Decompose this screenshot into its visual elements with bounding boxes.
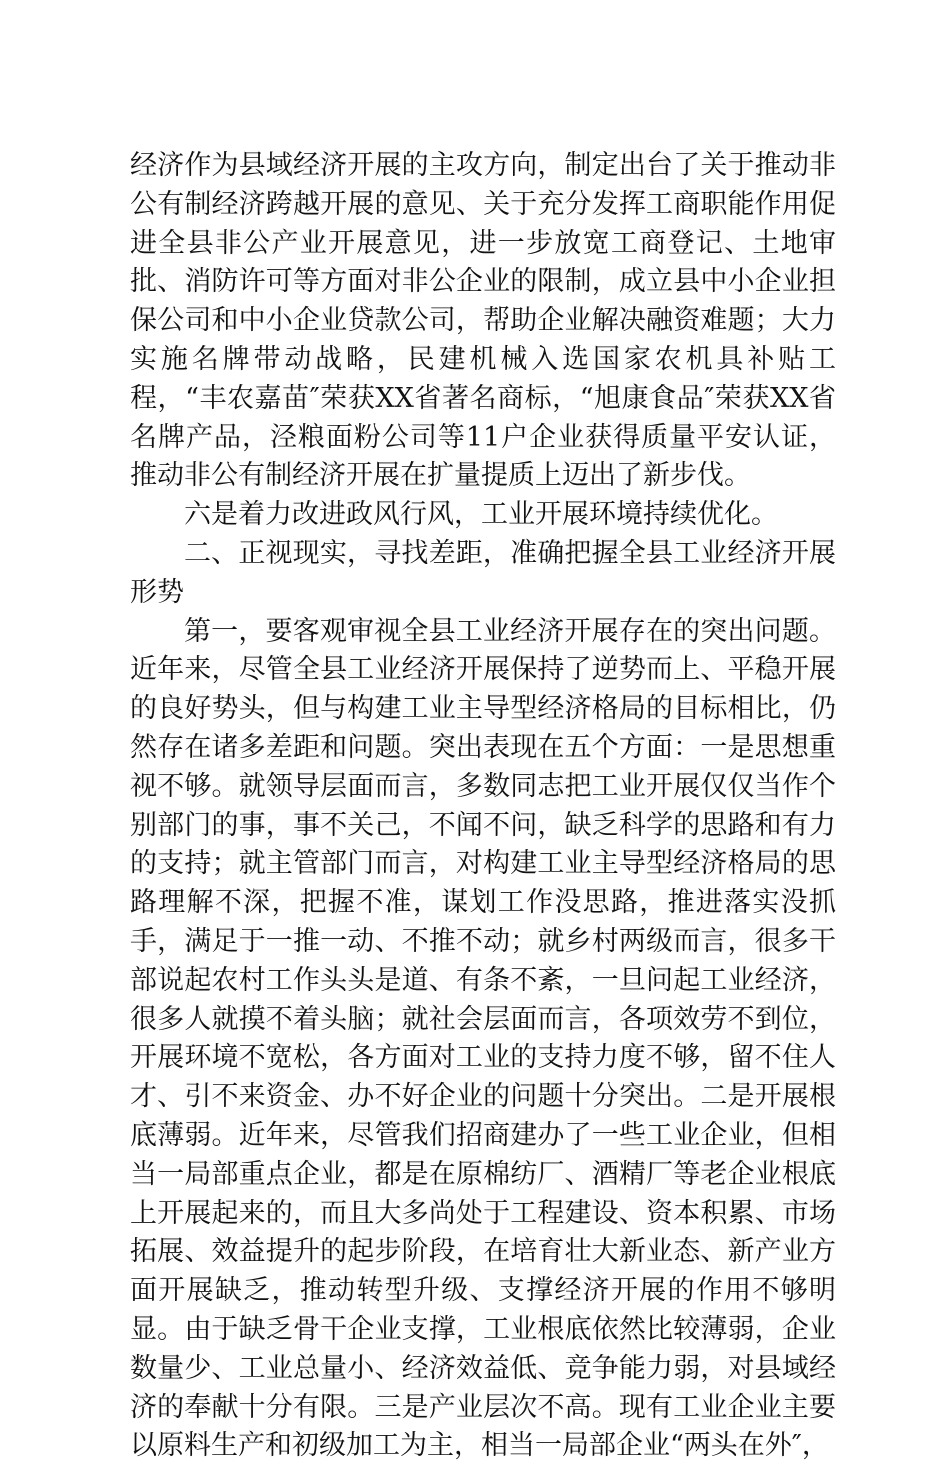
paragraph-nonpublic-economy: 经济作为县域经济开展的主攻方向，制定出台了关于推动非公有制经济跨越开展的意见、关于充分发挥工商职能作用促进全县非公产业开展意见，进一步放宽工商登记、土地审批、消防许可等方面对非公企业的限制，成立县中小企业担保公司和中小企业贷款公司，帮助企业解决融资难题；大力实施名牌带动战略，民建机械入选国家农机具补贴工程，“丰农嘉苗″荣获XX省著名商标，“旭康食品″荣获XX省名牌产品，泾粮面粉公司等11户企业获得质量平安认证，推动非公有制经济开展在扩量提质上迈出了新步伐。 — [130, 150, 836, 492]
document-body — [130, 147, 836, 1466]
section-heading-two: 二、正视现实，寻找差距，准确把握全县工业经济开展形势 — [130, 537, 836, 608]
paragraph-first-problems: 第一，要客观审视全县工业经济开展存在的突出问题。近年来，尽管全县工业经济开展保持了逆势而上、平稳开展的良好势头，但与构建工业主导型经济格局的目标相比，仍然存在诸多差距和问题。突出表现在五个方面：一是思想重视不够。就领导层面而言，多数同志把工业开展仅仅当作个别部门的事，事不关己，不闻不问，缺乏科学的思路和有力的支持；就主管部门而言，对构建工业主导型经济格局的思路理解不深，把握不准，谋划工作没思路，推进落实没抓手，满足于一推一动、不推不动；就乡村两级而言，很多干部说起农村工作头头是道、有条不紊，一旦问起工业经济，很多人就摸不着头脑；就社会层面而言，各项效劳不到位，开展环境不宽松，各方面对工业的支持力度不够，留不住人才、引不来资金、办不好企业的问题十分突出。二是开展根底薄弱。近年来，尽管我们招商建办了一些工业企业，但相当一局部重点企业，都是在原棉纺厂、酒精厂等老企业根底上开展起来的，而且大多尚处于工程建设、资本积累、市场拓展、效益提升的起步阶段，在培育壮大新业态、新产业方面开展缺乏，推动转型升级、支撑经济开展的作用不够明显。由于缺乏骨干企业支撑，工业根底依然比较薄弱，企业数量少、工业总量小、经济效益低、竞争能力弱，对县域经济的奉献十分有限。三是产业层次不高。现有工业企业主要以原料生产和初级加工为主，相当一局部企业“两头在外″， — [130, 615, 836, 1462]
paragraph-point-six: 六是着力改进政风行风，工业开展环境持续优化。 — [184, 499, 778, 531]
